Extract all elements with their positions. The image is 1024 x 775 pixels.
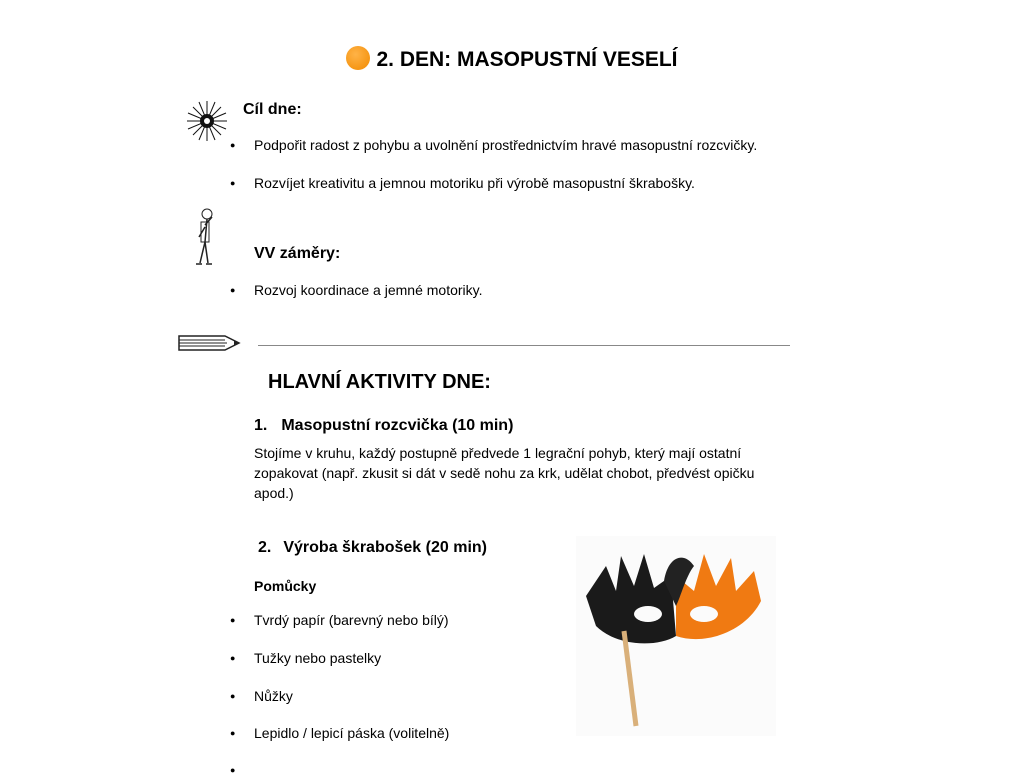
list-item: ● Tvrdý papír (barevný nebo bílý) xyxy=(230,612,449,628)
activity-2-heading: 2. Výroba škrabošek (20 min) xyxy=(258,539,487,556)
thinking-person-icon xyxy=(190,207,220,267)
activity-1-heading: 1. Masopustní rozcvička (10 min) xyxy=(254,417,514,434)
activity-1-text: Stojíme v kruhu, každý postupně předvede 1 legrační pohyb, který mají ostatní zopakovat (např. zkusit si dát v sedě nohu za krk, udělat chobot, předvést opičku apod.) xyxy=(254,445,755,501)
list-item: ● Nůžky xyxy=(230,688,293,704)
pencil-icon xyxy=(177,333,241,353)
vv-heading: VV záměry: xyxy=(254,245,341,262)
list-item: ● Tužky nebo pastelky xyxy=(230,650,381,666)
title-text: 2. DEN: MASOPUSTNÍ VESELÍ xyxy=(376,48,678,71)
list-item: ● Rozvíjet kreativitu a jemnou motoriku při výrobě masopustní škrabošky. xyxy=(230,175,695,191)
list-item: ● Rozvoj koordinace a jemné motoriky. xyxy=(230,282,483,298)
list-item: ● Lepidlo / lepicí páska (volitelně) xyxy=(230,725,449,741)
page-title xyxy=(0,46,1024,72)
divider xyxy=(258,345,790,346)
goal-heading: Cíl dne: xyxy=(243,101,302,118)
orange-circle-icon xyxy=(346,46,370,70)
mask-image xyxy=(576,536,776,736)
activities-heading: HLAVNÍ AKTIVITY DNE: xyxy=(268,371,491,393)
supplies-heading: Pomůcky xyxy=(254,578,317,594)
sunburst-icon xyxy=(186,100,228,142)
list-item: ● Podpořit radost z pohybu a uvolnění prostřednictvím hravé masopustní rozcvičky. xyxy=(230,137,757,153)
